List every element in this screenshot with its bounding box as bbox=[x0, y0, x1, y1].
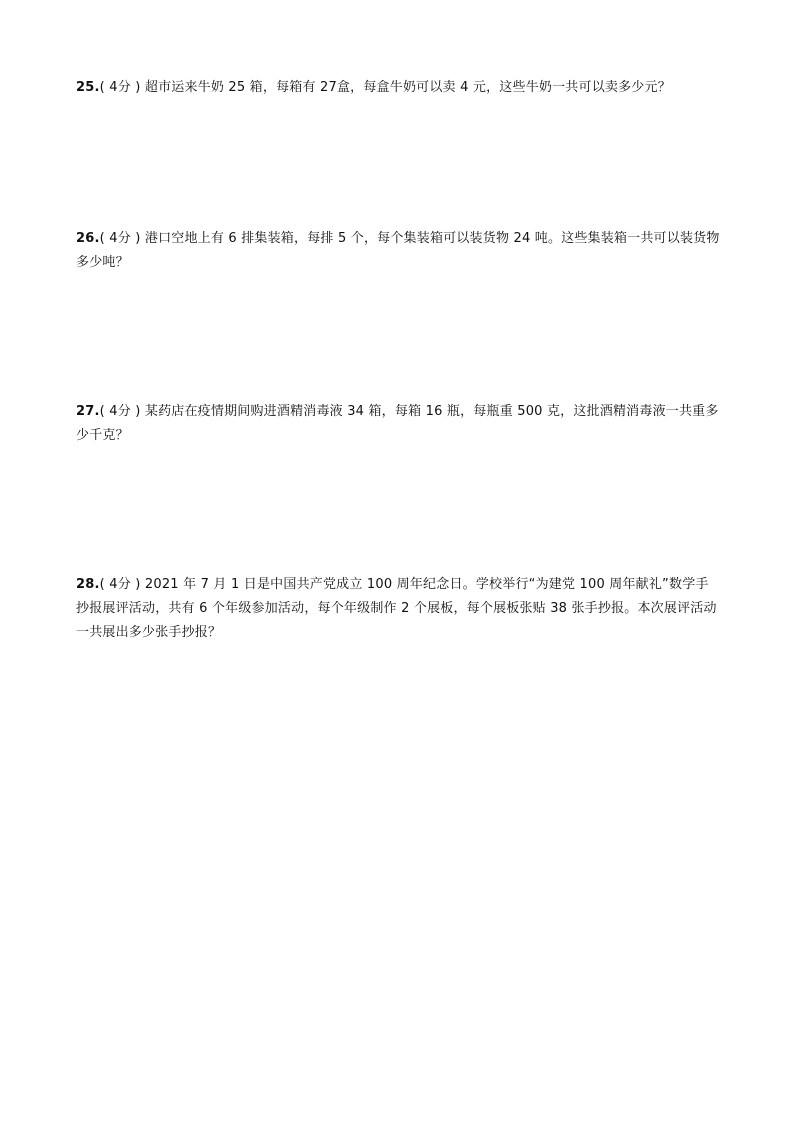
question-score: ( 4分 ) bbox=[99, 404, 141, 419]
question-text: 港口空地上有 6 排集装箱，每排 5 个，每个集装箱可以装货物 24 吨。这些集装箱一共可以装货物多少吨？ bbox=[76, 231, 720, 270]
question-27 bbox=[76, 400, 720, 448]
question-28 bbox=[76, 573, 720, 645]
question-score: ( 4分 ) bbox=[99, 577, 141, 592]
question-text: 2021 年 7 月 1 日是中国共产党成立 100 周年纪念日。学校举行“为建党 100 周年献礼”数学手抄报展评活动，共有 6 个年级参加活动，每个年级制作 2 个展板，每个展板张贴 38 张手抄报。本次展评活动一共展出多少张手抄报？ bbox=[76, 577, 717, 640]
question-score: ( 4分 ) bbox=[99, 80, 141, 95]
question-text: 超市运来牛奶 25 箱，每箱有 27盒，每盒牛奶可以卖 4 元，这些牛奶一共可以卖多少元？ bbox=[144, 80, 671, 95]
question-number: 25. bbox=[76, 80, 100, 95]
question-text: 某药店在疫情期间购进酒精消毒液 34 箱，每箱 16 瓶，每瓶重 500 克，这批酒精消毒液一共重多少千克？ bbox=[76, 404, 719, 443]
question-number: 26. bbox=[76, 231, 100, 246]
question-26 bbox=[76, 227, 720, 275]
question-25 bbox=[76, 76, 720, 100]
question-number: 28. bbox=[76, 577, 100, 592]
question-number: 27. bbox=[76, 404, 100, 419]
question-score: ( 4分 ) bbox=[99, 231, 141, 246]
